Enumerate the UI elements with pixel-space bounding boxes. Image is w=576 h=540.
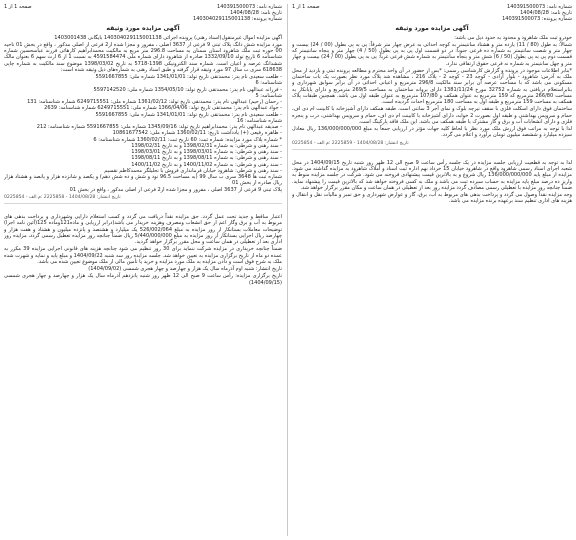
list-item: - طلعت سعیدی نام پدر: محمدتقی تاریخ تولد: 1341/01/01 شماره ملی: 5591667855 bbox=[95, 111, 282, 118]
notice-header bbox=[4, 4, 282, 23]
paragraph: *بنابر اطلاعات موجود در پرونده و گزارش کارشناسی رسمی: *بس از حضور در آن واحد محترم و مطالعه پرونده ثبتی و بازدید از محل ملک به آدرس: شاهرود - بلوار آزادی - کوچه 23 - کوچه 2 - پلاک 216 ، مشاهده شد پلاک مورد نظر بصورت یک باب ساختمان مسکونی می باشد که با مساحت عرصه آن برابر سند مالکیت 296/8 مترمربع و اعیانی احداثی در آن برابر سوابق شهرداری و بنابراستعلام دریافتی به شماره 32752 مورخ 1381/11/24 دارای پروانه ساختمان به مساحت 269/5 مترمربع و دارای پایانکار به مساحت 266/80 مترمربع که 159 مترمربع به عنوان همکف و 107/80 مترمربع به عنوان طبقه اول می باشد. همچنین طبقات پلاک همکف به مساحت 159 مترمربع و طبقه اول به مساحت 180 مترمربع احداث گردیده است. bbox=[292, 67, 572, 106]
list-item: - جواد عبدالهی نام پدر: محمدتقی تاریخ تولد: 1366/04/06 شماره ملی: 6249715551 شماره شناسنامه: 2639 bbox=[44, 105, 282, 112]
list-item: - طاهره رفیعی (+) یادداشت تاریخ: 1360/02/11 شماره ملی: 10861677542 bbox=[112, 130, 282, 137]
left-notice-column bbox=[4, 4, 282, 536]
list-item: - سند رهنی و شرطی: شاهرود خیابان فرمانداری فروش با تحلیلگر محمدکاظم تقسیم bbox=[104, 167, 282, 174]
list-item: - سند رهنی و شرطی: به شماره 1398/03/01 و به تاریخ 1398/03/01 bbox=[131, 149, 282, 156]
list-item: شماره شناسنامه: 16 bbox=[236, 117, 282, 124]
letter-date: تاریخ نامه: 1404/08/28 bbox=[230, 10, 282, 17]
paragraph: خودرو ثبت ملک شاهرود و محدود به حدود ذیل می باشد: bbox=[454, 34, 572, 41]
column-divider bbox=[287, 4, 288, 536]
notice-title: آگهی مزایده مورد وثیقه bbox=[106, 24, 180, 32]
paragraph: لذا به توجه به قطعیت ارزیابی جلسه مزایده در یک جلسه رأس ساعت 9 صبح الی 12 ظهر روز شنبه تاریخ 1404/09/15 در محل شعبه اجرای اسناد رسمی شاهرود واقع در شاهرود خیابان 15 خرداد نهم اداره ثبت اسناد و املاک شاهرود به مزایده گذاشته می شود. مزایده از مبلغ پایه 136/000/000/000 ریال شروع و به بالاترین قیمت پیشنهادی فروخته می شود. شرکت در جلسه مزایده منوط به واریز ده درصد مبلغ پایه مزایده به حساب سپرده ثبت می باشد و ملک به کسی فروخته خواهد شد که بالاترین قیمت را پیشنهاد نماید. ضمناً چنانچه روز مزایده با تعطیلی رسمی مصادف گردد مزایده روز بعد از تعطیلی در همان ساعت و مکان مقرر برگزار خواهد شد. bbox=[292, 159, 572, 191]
notice-header bbox=[292, 4, 572, 23]
list-item: - سند رهنی و شرطی: به شماره 1398/08/11 و به تاریخ 1398/08/11 bbox=[131, 155, 282, 162]
paragraph: تاریخ انتشار: شنبه اوم آذرماه سال یک هزار و چهارصد و چهار هجری شمسی (1404/09/02) bbox=[88, 266, 282, 273]
case-number: شماره پرونده: 140391500073 bbox=[502, 16, 572, 23]
letter-date: تاریخ نامه: 1404/08/28 bbox=[520, 10, 572, 17]
letter-number: شماره نامه: 140391500073 bbox=[217, 4, 282, 10]
notice-title: آگهی مزایده مورد وثیقه bbox=[395, 24, 469, 32]
publication-footer: تاریخ انتشار: 1404/08/28 - 2225858 :م الف - 0225854 bbox=[4, 195, 282, 204]
letter-metadata bbox=[193, 4, 282, 23]
list-item: - طلعت سعیدی نام پدر: محمدتقی تاریخ تولد: 1341/01/01 شماره ملی: 5591667855 bbox=[95, 74, 282, 81]
page-number: صفحه 1 از 1 bbox=[4, 4, 32, 10]
paragraph: ضمناً چنانچه خریداری در مزایده شرکت ننماید برای 30 روز تنظیم می شود چنانچه هزینه های قانونی اجرایی مزایده 39 مکرر به عمده دو ماه از تاریخ برگزاری مزایده به تعیین خواهد شد. جلسه مزایده روز سه شنبه 1404/09/22 و مبلغ پایه و نمایه و شهرت شده ملک به شرح فوق است و دادن مزایده به ملک مورد مزایده و خرید یا تأمین مالی از ملک موضوع تعیین شده می باشد. bbox=[4, 246, 282, 265]
right-notice-column bbox=[292, 4, 572, 536]
list-item: - صدیقه عبدالهی نام پدر: محمدابراهیم تاریخ تولد: 1345/09/16 شماره ملی: 5591667855 شماره شناسنامه: 212 bbox=[36, 124, 282, 131]
letter-number: شماره نامه: 140391500073 bbox=[507, 4, 572, 10]
paragraph: اعتبار ساقط و جدید تحت عمل گردد. حق مزایده نقداً دریافت می گردد و کسب استعلام دارایی وشهرداری و پرداخت بدهی های مربوط به آب و برق وگاز اعم از حق انشعاب ومصرف وهزینه خریدار می باشد(درابر ارزیابی و ماده121وماده 125(آئین نامه اجرا) توضیحات معاملات بستانکار از روز مزایده به مبلغ 526/002/064 یک میلیارد و هشتصد و پانزده میلیون و هشتاد و هفت هزار و چهارصد ریال اجرایی بستانکار از روز مزایده به مبلغ 5/440/000/000 ریال ضمناً چنانچه روز مزایده تعطیل رسمی گردد، مزایده روز اداری بعد از تعطیلی در همان ساعت و محل مقرر برگزار خواهد گردید. bbox=[4, 214, 282, 246]
list-item: شناسنامه: 5 bbox=[255, 92, 282, 99]
owners-list bbox=[4, 74, 282, 193]
paragraph: ساختمان فوق دارای اسکلت فلزی با سقف تیرچه بلوک و نمای آجر 3 سانتی است. طبقه همکف دارای آشپزخانه با کابینت ام دی اف، حمام و سرویس بهداشتی و طبقه اول بصورت 2 خوابه، دارای آشپزخانه با کابینت ام دی اف، حمام و سرویس بهداشتی، درب و پنجره فلزی و دارای انشعابات آب و برق و گاز مشترک با طبقه همکف می باشد. این ملک فاقد پارکینگ است. bbox=[292, 106, 572, 125]
case-number: شماره پرونده: 140304029115001138 bbox=[193, 16, 282, 23]
paragraph: شمالاً: به طول (80 / 11) یازده متر و هشتاد سانتیمتر به کوچه احداثی به عرض چهار متر شرقاً: پی به پی بطول (00 / 24) بیست و چهار متر و شصت سانتیمتر به شماره ده فرعی جنوباً: در دو قسمت اول پی به پی بطول (50 / 4) چهار متر و پنجاه سانتیمتر که قسمت دوم پی به پی بطول (50 / 6) شش متر و پنجاه سانتیمتر به شماره شش فرعی غرباً: پی به پی بطول (00 / 24) بیست و چهار متر و چهل سانتیمتر به شماره نه فرعی حقوق ارتفاقی ندارد. bbox=[292, 41, 572, 67]
paragraph: وجه مزایده نقداً وصول می گردد و پرداخت بدهی های مربوط به آب، برق، گاز و عوارض شهرداری و حق تمبر و مالیات نقل و انتقال و هزینه های اداری تنظیم سند برعهده برنده مزایده می باشد. bbox=[292, 192, 572, 205]
paragraph: تاریخ برگزاری مزایده: رأس ساعت 9 صبح الی 12 ظهر روز شنبه پانزدهم آذرماه سال یک هزار و چهارصد و چهار هجری شمسی (1404/09/15) bbox=[4, 273, 282, 286]
list-item: شماره ثبت ها 3648 سری ب سال 99 (به مساحت 96.5 نود و شش و ده شش دهم) و یکصد و شانزده هزار و پانصد و هشتاد هزار ریال صادره از بخش 01 bbox=[4, 174, 282, 187]
list-item: - سند رهنی و شرطی: به شماره 1398/02/31 و به تاریخ 1398/02/31 bbox=[131, 142, 282, 149]
list-item: - سند رهنی و شرطی: به شماره 1400/11/02 و به تاریخ 1400/11/02 bbox=[131, 161, 282, 168]
list-item: پلاک ثبتی 9 فرعی از 3637 اصلی ، مفروز و مجزا شده از2 فرعی از اصلی مذکور ، واقع در بخش 01 bbox=[69, 186, 282, 193]
letter-metadata bbox=[502, 4, 572, 23]
paragraph: مورد مزایده شش دانگ پلاک ثبتی 9 فرعی از 3637 اصلی ، مفروز و مجزا شده از2 فرعی از اصلی مذکور ، واقع در بخش 01 ناحیه 00 حوزه ثبت ملک شاهرود استان سمنان به مساحت 296.8 متر مربع به مالکیت محمدابراهیم کارهائی فرزند عباسحسین شماره شناسنامه 6 تاریخ تولد 1332/09/10 صادره از شاهرود دارای شماره ملی 4591584474 به نسبت 1 از 6 ارث سهم 6 بعنوان مالک ششدانگ عرصه و اعیان است. شماره سند الکترونیکی 1398-5718 به تاریخ 1398/03/02 موضوع سند مالکیت به شماره چاپی 618638 سری ب سال 97 مورد وثیقه قرار گرفته و طبق اسناد رهنی به شماره‌های ذیل وثیقه شده است: bbox=[4, 41, 282, 73]
list-item: * شماره پلاک مورد مزایده: شماره ثبت: 60 تاریخ ثبت: 1360/02/11 شماره شناسنامه: 6 bbox=[93, 136, 282, 143]
page-number: صفحه 1 از 1 bbox=[292, 4, 320, 10]
list-item: - رحمان (رحیم) عبدالهی نام پدر: محمدتقی تاریخ تولد: 1361/02/12 شماره ملی: 6249715551 شماره شناسنامه: 131 bbox=[27, 99, 282, 106]
publication-footer: تاریخ انتشار: 1404/08/28 - 2225859 :م الف - 0225854 bbox=[292, 141, 572, 150]
paragraph: لذا با توجه به مراتب فوق ارزش ملک مورد نظر با لحاظ کلیه جهات مؤثر در ارزیابی جمعاً به مبلغ 136/000/000/000 ریال معادل سیزده میلیارد و ششصد میلیون تومان برآورد و اعلام می گردد. bbox=[292, 126, 572, 139]
list-item: شناسنامه: 6 bbox=[255, 80, 282, 87]
paragraph: آگهی مزایده اموال غیرمنقول(اسناد رهنی) پرونده اجرائی 140304029115001138 بایگانی 1403001438 bbox=[54, 34, 282, 41]
list-item: - فرزانه عبدالهی نام پدر: محمدتقی تاریخ تولد: 1354/05/10 شماره ملی: 5597142520 bbox=[93, 86, 282, 93]
